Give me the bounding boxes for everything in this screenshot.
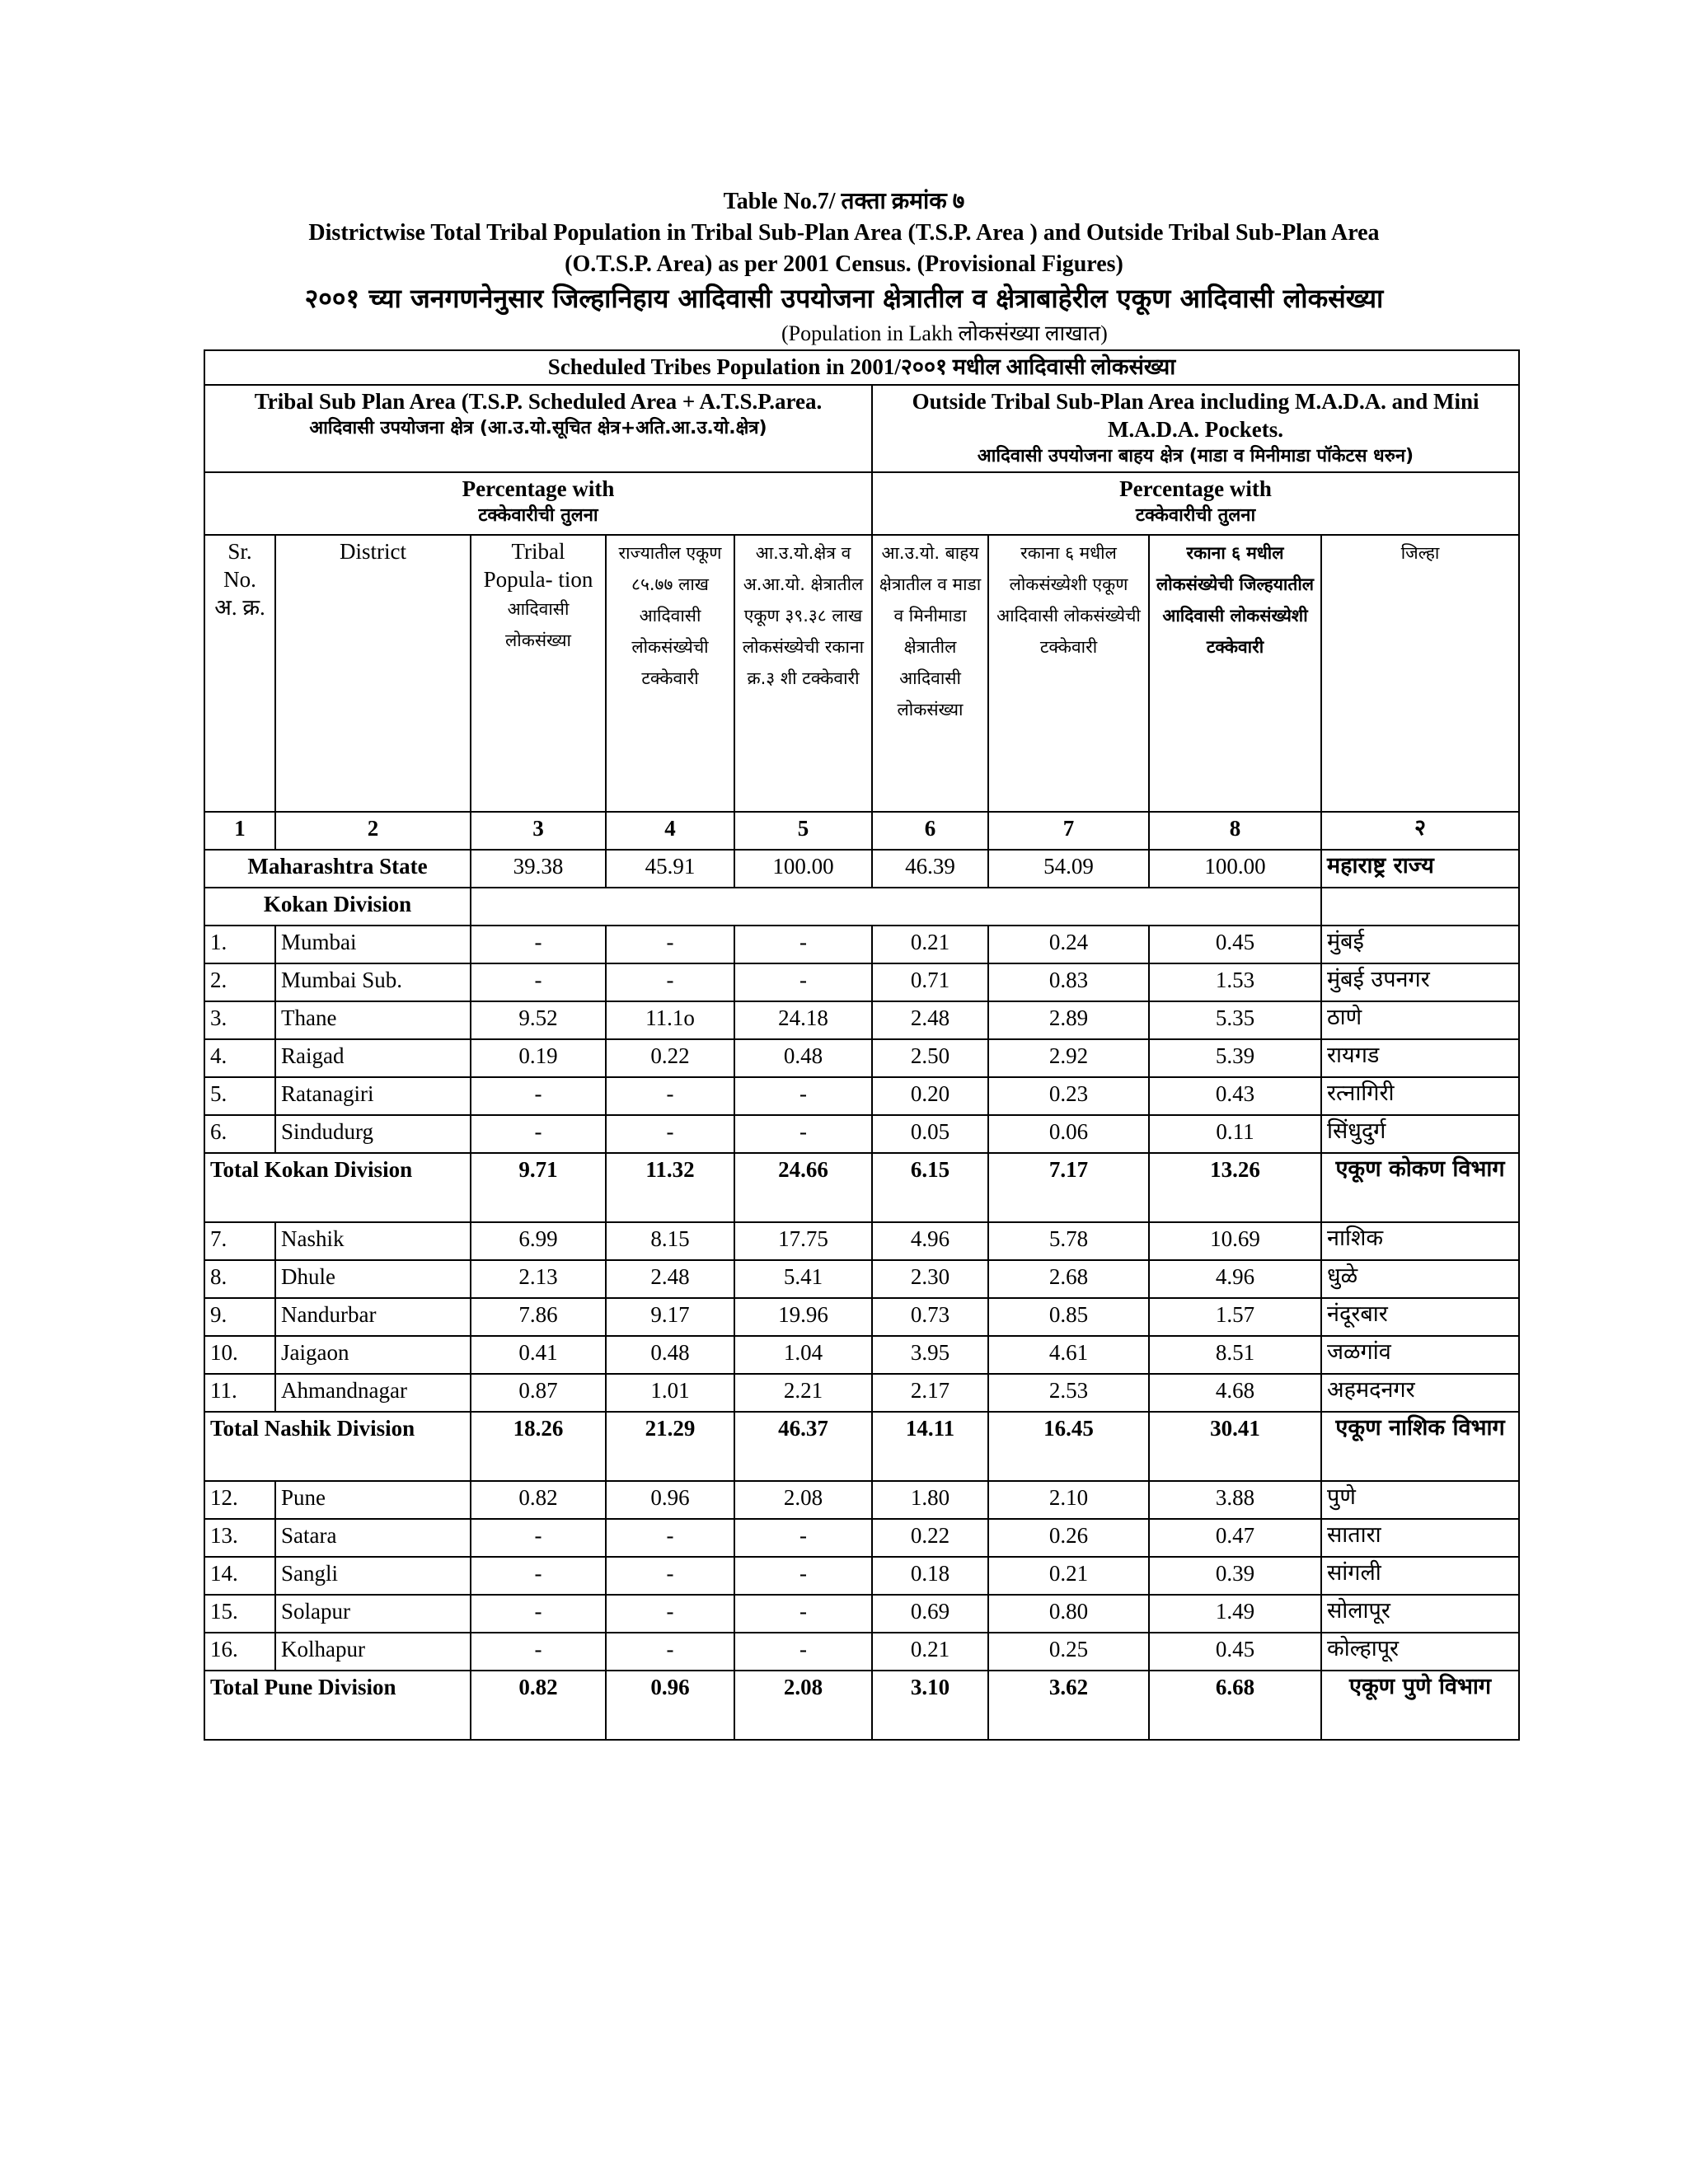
- district-value-v7: 0.21: [988, 1557, 1149, 1595]
- district-name: Kolhapur: [275, 1633, 471, 1671]
- district-value-v5: -: [734, 1519, 872, 1557]
- district-name-marathi: नाशिक: [1321, 1222, 1519, 1260]
- district-value-v7: 2.53: [988, 1374, 1149, 1412]
- district-row: [204, 1001, 1519, 1039]
- district-value-v6: 0.20: [872, 1077, 988, 1115]
- district-row: [204, 1374, 1519, 1412]
- district-value-v8: 0.39: [1149, 1557, 1321, 1595]
- col-head-6: आ.उ.यो. बाहय क्षेत्रातील व माडा व मिनीमाडा क्षेत्रातील आदिवासी लोकसंख्या: [872, 535, 988, 812]
- state-label-marathi: महाराष्ट्र राज्य: [1321, 850, 1519, 888]
- district-value-v6: 0.05: [872, 1115, 988, 1153]
- division-total-value-v4: 21.29: [606, 1412, 734, 1481]
- col-head-9: जिल्हा: [1321, 535, 1519, 812]
- district-value-v5: -: [734, 1557, 872, 1595]
- col-number: 7: [988, 812, 1149, 850]
- top-header-row: [204, 350, 1519, 385]
- district-sr: 7.: [204, 1222, 275, 1260]
- division-total-label-marathi: एकूण पुणे विभाग: [1321, 1671, 1519, 1740]
- district-name-marathi: मुंबई: [1321, 926, 1519, 963]
- col-number: 3: [471, 812, 606, 850]
- district-value-v6: 2.17: [872, 1374, 988, 1412]
- district-value-v7: 0.06: [988, 1115, 1149, 1153]
- district-value-v5: -: [734, 963, 872, 1001]
- district-name: Ahmandnagar: [275, 1374, 471, 1412]
- col-number: 5: [734, 812, 872, 850]
- district-value-v8: 3.88: [1149, 1481, 1321, 1519]
- division-total-value-v4: 11.32: [606, 1153, 734, 1222]
- district-name: Raigad: [275, 1039, 471, 1077]
- district-value-v5: -: [734, 926, 872, 963]
- district-value-v8: 1.57: [1149, 1298, 1321, 1336]
- district-value-v7: 2.92: [988, 1039, 1149, 1077]
- district-value-v3: 7.86: [471, 1298, 606, 1336]
- state-value: 100.00: [1149, 850, 1321, 888]
- district-value-v3: -: [471, 1557, 606, 1595]
- district-row: [204, 1222, 1519, 1260]
- division-total-label: Total Kokan Division: [204, 1153, 471, 1222]
- district-value-v6: 2.50: [872, 1039, 988, 1077]
- col-number: 4: [606, 812, 734, 850]
- col-number: २: [1321, 812, 1519, 850]
- district-value-v8: 0.45: [1149, 926, 1321, 963]
- district-value-v3: -: [471, 926, 606, 963]
- district-value-v5: 19.96: [734, 1298, 872, 1336]
- district-name: Solapur: [275, 1595, 471, 1633]
- district-value-v3: -: [471, 1519, 606, 1557]
- district-sr: 2.: [204, 963, 275, 1001]
- district-value-v8: 0.43: [1149, 1077, 1321, 1115]
- district-value-v8: 1.53: [1149, 963, 1321, 1001]
- table-title: Districtwise Total Tribal Population in Tribal Sub-Plan Area (T.S.P. Area ) and Outside Tribal Sub-Plan Area: [308, 220, 1380, 246]
- district-sr: 12.: [204, 1481, 275, 1519]
- division-total-value-v8: 6.68: [1149, 1671, 1321, 1740]
- district-sr: 9.: [204, 1298, 275, 1336]
- division-total-label-marathi: एकूण कोकण विभाग: [1321, 1153, 1519, 1222]
- district-value-v4: 11.1o: [606, 1001, 734, 1039]
- kokan-division-row: [204, 888, 1519, 926]
- district-name-marathi: रायगड: [1321, 1039, 1519, 1077]
- district-row: [204, 1077, 1519, 1115]
- district-name: Nashik: [275, 1222, 471, 1260]
- district-value-v4: -: [606, 1077, 734, 1115]
- tsp-header-marathi: आदिवासी उपयोजना क्षेत्र (आ.उ.यो.सूचित क्षेत्र+अति.आ.उ.यो.क्षेत्र): [309, 418, 767, 438]
- district-value-v7: 0.24: [988, 926, 1149, 963]
- district-value-v3: 2.13: [471, 1260, 606, 1298]
- col-number: 2: [275, 812, 471, 850]
- district-value-v5: -: [734, 1077, 872, 1115]
- district-row: [204, 1557, 1519, 1595]
- district-name-marathi: सातारा: [1321, 1519, 1519, 1557]
- district-value-v4: 0.96: [606, 1481, 734, 1519]
- district-sr: 11.: [204, 1374, 275, 1412]
- kokan-division-blank: [471, 888, 1321, 926]
- district-sr: 13.: [204, 1519, 275, 1557]
- col-number: 1: [204, 812, 275, 850]
- district-row: [204, 1260, 1519, 1298]
- state-value: 39.38: [471, 850, 606, 888]
- district-value-v6: 0.73: [872, 1298, 988, 1336]
- district-value-v7: 4.61: [988, 1336, 1149, 1374]
- tsp-pct-cell: [204, 472, 872, 535]
- division-total-value-v5: 46.37: [734, 1412, 872, 1481]
- district-value-v6: 0.22: [872, 1519, 988, 1557]
- division-total-value-v5: 24.66: [734, 1153, 872, 1222]
- otsp-header: Outside Tribal Sub-Plan Area including M.A.D.A. and Mini M.A.D.A. Pockets.: [912, 389, 1479, 442]
- district-row: [204, 1481, 1519, 1519]
- kokan-division-label: Kokan Division: [204, 888, 471, 926]
- district-value-v4: -: [606, 1557, 734, 1595]
- district-value-v3: -: [471, 1077, 606, 1115]
- col-head-4: राज्यातील एकूण ८५.७७ लाख आदिवासी लोकसंख्येची टक्केवारी: [606, 535, 734, 812]
- district-value-v8: 8.51: [1149, 1336, 1321, 1374]
- table-number: Table No.7/ तक्ता क्रमांक ७: [723, 189, 965, 214]
- district-value-v8: 4.96: [1149, 1260, 1321, 1298]
- district-value-v5: 24.18: [734, 1001, 872, 1039]
- district-name: Satara: [275, 1519, 471, 1557]
- district-value-v8: 10.69: [1149, 1222, 1321, 1260]
- otsp-pct-cell: [872, 472, 1519, 535]
- division-total-label-marathi: एकूण नाशिक विभाग: [1321, 1412, 1519, 1481]
- district-value-v5: -: [734, 1595, 872, 1633]
- district-value-v3: 0.82: [471, 1481, 606, 1519]
- district-name: Ratanagiri: [275, 1077, 471, 1115]
- district-value-v5: 0.48: [734, 1039, 872, 1077]
- district-name-marathi: कोल्हापूर: [1321, 1633, 1519, 1671]
- district-value-v4: -: [606, 1633, 734, 1671]
- district-sr: 15.: [204, 1595, 275, 1633]
- district-sr: 6.: [204, 1115, 275, 1153]
- district-name-marathi: सांगली: [1321, 1557, 1519, 1595]
- district-name-marathi: ठाणे: [1321, 1001, 1519, 1039]
- district-value-v8: 5.39: [1149, 1039, 1321, 1077]
- district-value-v8: 0.47: [1149, 1519, 1321, 1557]
- district-name: Sindudurg: [275, 1115, 471, 1153]
- district-name: Mumbai: [275, 926, 471, 963]
- state-value: 45.91: [606, 850, 734, 888]
- district-value-v4: -: [606, 963, 734, 1001]
- district-value-v4: -: [606, 1115, 734, 1153]
- division-total-value-v6: 3.10: [872, 1671, 988, 1740]
- district-value-v7: 0.25: [988, 1633, 1149, 1671]
- division-total-value-v3: 18.26: [471, 1412, 606, 1481]
- division-total-value-v3: 0.82: [471, 1671, 606, 1740]
- district-value-v5: 1.04: [734, 1336, 872, 1374]
- district-value-v3: -: [471, 1595, 606, 1633]
- column-header-row: [204, 535, 1519, 812]
- division-total-value-v6: 6.15: [872, 1153, 988, 1222]
- col-head-tribal-pop: [471, 535, 606, 812]
- district-value-v6: 2.48: [872, 1001, 988, 1039]
- district-value-v8: 0.11: [1149, 1115, 1321, 1153]
- district-value-v6: 4.96: [872, 1222, 988, 1260]
- district-name: Dhule: [275, 1260, 471, 1298]
- division-total-row: [204, 1671, 1519, 1740]
- division-total-row: [204, 1412, 1519, 1481]
- district-value-v7: 0.23: [988, 1077, 1149, 1115]
- state-row: [204, 850, 1519, 888]
- district-sr: 10.: [204, 1336, 275, 1374]
- otsp-pct-label-marathi: टक्केवारीची तुलना: [1135, 505, 1256, 526]
- district-value-v7: 0.85: [988, 1298, 1149, 1336]
- district-value-v8: 5.35: [1149, 1001, 1321, 1039]
- district-name: Mumbai Sub.: [275, 963, 471, 1001]
- col-head-tribal-pop-en: Tribal Popula- tion: [483, 539, 593, 592]
- district-value-v5: 17.75: [734, 1222, 872, 1260]
- otsp-pct-label: Percentage with: [1119, 476, 1272, 501]
- district-value-v4: -: [606, 926, 734, 963]
- col-number: 6: [872, 812, 988, 850]
- col-head-district: District: [275, 535, 471, 812]
- district-value-v4: 2.48: [606, 1260, 734, 1298]
- tsp-pct-label: Percentage with: [462, 476, 615, 501]
- district-value-v6: 0.18: [872, 1557, 988, 1595]
- district-value-v4: 8.15: [606, 1222, 734, 1260]
- district-value-v3: 6.99: [471, 1222, 606, 1260]
- division-total-value-v6: 14.11: [872, 1412, 988, 1481]
- division-total-value-v8: 13.26: [1149, 1153, 1321, 1222]
- col-head-sr: Sr. No. अ. क्र.: [204, 535, 275, 812]
- division-total-value-v3: 9.71: [471, 1153, 606, 1222]
- district-value-v5: -: [734, 1115, 872, 1153]
- district-sr: 8.: [204, 1260, 275, 1298]
- district-value-v4: 0.48: [606, 1336, 734, 1374]
- state-value: 46.39: [872, 850, 988, 888]
- district-row: [204, 1336, 1519, 1374]
- district-value-v7: 2.68: [988, 1260, 1149, 1298]
- district-row: [204, 1633, 1519, 1671]
- state-value: 100.00: [734, 850, 872, 888]
- district-value-v4: 1.01: [606, 1374, 734, 1412]
- col-number: 8: [1149, 812, 1321, 850]
- table-title-cont: (O.T.S.P. Area) as per 2001 Census. (Provisional Figures): [565, 251, 1123, 277]
- district-value-v3: 9.52: [471, 1001, 606, 1039]
- district-value-v4: 9.17: [606, 1298, 734, 1336]
- district-name-marathi: नंदूरबार: [1321, 1298, 1519, 1336]
- column-number-row: [204, 812, 1519, 850]
- district-name-marathi: मुंबई उपनगर: [1321, 963, 1519, 1001]
- district-value-v6: 1.80: [872, 1481, 988, 1519]
- district-row: [204, 1039, 1519, 1077]
- otsp-header-marathi: आदिवासी उपयोजना बाहय क्षेत्र (माडा व मिनीमाडा पॉकेटस धरुन): [977, 446, 1414, 466]
- district-value-v5: -: [734, 1633, 872, 1671]
- unit-note: (Population in Lakh लोकसंख्या लाखात): [781, 321, 1108, 345]
- col-head-tribal-pop-marathi: आदिवासी लोकसंख्या: [505, 599, 571, 650]
- district-value-v6: 3.95: [872, 1336, 988, 1374]
- district-sr: 3.: [204, 1001, 275, 1039]
- district-value-v7: 0.26: [988, 1519, 1149, 1557]
- district-value-v4: 0.22: [606, 1039, 734, 1077]
- district-value-v4: -: [606, 1595, 734, 1633]
- division-total-value-v7: 16.45: [988, 1412, 1149, 1481]
- col-head-7: रकाना ६ मधील लोकसंख्येशी एकूण आदिवासी लोकसंख्येची टक्केवारी: [988, 535, 1149, 812]
- district-sr: 14.: [204, 1557, 275, 1595]
- district-value-v8: 1.49: [1149, 1595, 1321, 1633]
- district-name-marathi: पुणे: [1321, 1481, 1519, 1519]
- district-value-v3: 0.87: [471, 1374, 606, 1412]
- otsp-header-cell: [872, 385, 1519, 472]
- district-sr: 5.: [204, 1077, 275, 1115]
- district-name-marathi: जळगांव: [1321, 1336, 1519, 1374]
- district-row: [204, 1298, 1519, 1336]
- district-value-v6: 2.30: [872, 1260, 988, 1298]
- district-sr: 1.: [204, 926, 275, 963]
- district-name-marathi: अहमदनगर: [1321, 1374, 1519, 1412]
- tribal-population-table: [204, 349, 1520, 1741]
- district-value-v7: 2.10: [988, 1481, 1149, 1519]
- col-head-5: आ.उ.यो.क्षेत्र व अ.आ.यो. क्षेत्रातील एकूण ३९.३८ लाख लोकसंख्येची रकाना क्र.३ शी टक्केवारी: [734, 535, 872, 812]
- district-row: [204, 926, 1519, 963]
- district-name: Sangli: [275, 1557, 471, 1595]
- district-name-marathi: सोलापूर: [1321, 1595, 1519, 1633]
- district-name: Pune: [275, 1481, 471, 1519]
- district-value-v7: 2.89: [988, 1001, 1149, 1039]
- table-title-marathi: २००१ च्या जनगणनेनुसार जिल्हानिहाय आदिवासी उपयोजना क्षेत्रातील व क्षेत्राबाहेरील एकूण आदिवासी लोकसंख्या: [304, 283, 1384, 314]
- district-value-v8: 0.45: [1149, 1633, 1321, 1671]
- district-value-v7: 5.78: [988, 1222, 1149, 1260]
- district-value-v5: 5.41: [734, 1260, 872, 1298]
- state-value: 54.09: [988, 850, 1149, 888]
- district-row: [204, 1519, 1519, 1557]
- district-name-marathi: धुळे: [1321, 1260, 1519, 1298]
- district-row: [204, 1595, 1519, 1633]
- district-value-v6: 0.69: [872, 1595, 988, 1633]
- district-value-v7: 0.83: [988, 963, 1149, 1001]
- top-header: Scheduled Tribes Population in 2001/२००१ मधील आदिवासी लोकसंख्या: [204, 350, 1519, 385]
- district-value-v3: -: [471, 963, 606, 1001]
- division-total-value-v7: 3.62: [988, 1671, 1149, 1740]
- district-name: Jaigaon: [275, 1336, 471, 1374]
- district-row: [204, 1115, 1519, 1153]
- col-head-8: रकाना ६ मधील लोकसंख्येची जिल्हयातील आदिवासी लोकसंख्येशी टक्केवारी: [1149, 535, 1321, 812]
- district-value-v8: 4.68: [1149, 1374, 1321, 1412]
- district-value-v3: 0.41: [471, 1336, 606, 1374]
- district-name-marathi: रत्नागिरी: [1321, 1077, 1519, 1115]
- district-value-v5: 2.08: [734, 1481, 872, 1519]
- district-name-marathi: सिंधुदुर्ग: [1321, 1115, 1519, 1153]
- division-total-label: Total Pune Division: [204, 1671, 471, 1740]
- kokan-division-blank-marathi: [1321, 888, 1519, 926]
- district-value-v7: 0.80: [988, 1595, 1149, 1633]
- division-total-value-v7: 7.17: [988, 1153, 1149, 1222]
- district-value-v6: 0.21: [872, 926, 988, 963]
- division-total-value-v5: 2.08: [734, 1671, 872, 1740]
- district-value-v5: 2.21: [734, 1374, 872, 1412]
- district-name: Nandurbar: [275, 1298, 471, 1336]
- district-value-v4: -: [606, 1519, 734, 1557]
- division-total-value-v8: 30.41: [1149, 1412, 1321, 1481]
- tsp-header: Tribal Sub Plan Area (T.S.P. Scheduled Area + A.T.S.P.area.: [254, 389, 823, 414]
- tsp-header-cell: [204, 385, 872, 472]
- state-label: Maharashtra State: [204, 850, 471, 888]
- district-value-v3: -: [471, 1633, 606, 1671]
- district-row: [204, 963, 1519, 1001]
- district-value-v3: 0.19: [471, 1039, 606, 1077]
- district-value-v6: 0.71: [872, 963, 988, 1001]
- district-value-v3: -: [471, 1115, 606, 1153]
- division-total-label: Total Nashik Division: [204, 1412, 471, 1481]
- tsp-pct-label-marathi: टक्केवारीची तुलना: [478, 505, 598, 526]
- district-sr: 16.: [204, 1633, 275, 1671]
- pct-header-row: [204, 472, 1519, 535]
- page-header: [0, 186, 1688, 316]
- district-sr: 4.: [204, 1039, 275, 1077]
- district-value-v6: 0.21: [872, 1633, 988, 1671]
- district-name: Thane: [275, 1001, 471, 1039]
- division-total-value-v4: 0.96: [606, 1671, 734, 1740]
- area-header-row: [204, 385, 1519, 472]
- division-total-row: [204, 1153, 1519, 1222]
